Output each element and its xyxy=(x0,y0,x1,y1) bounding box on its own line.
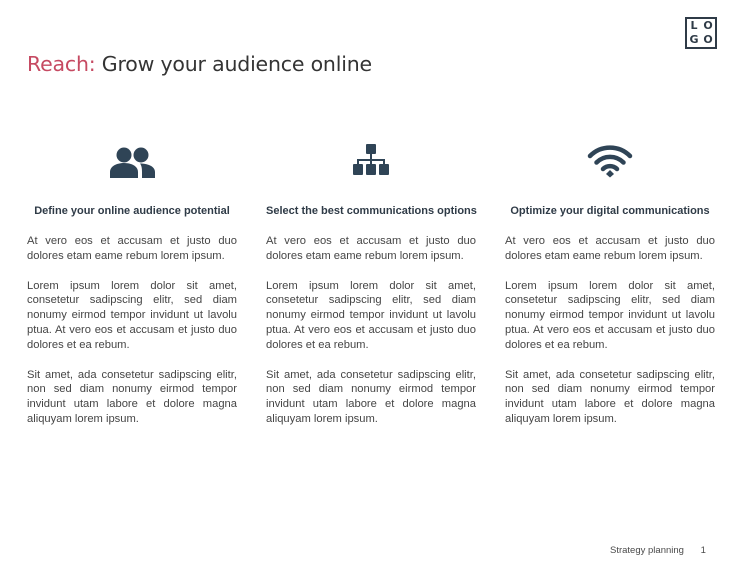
logo-letter: G xyxy=(689,33,699,46)
column-heading: Optimize your digital communications xyxy=(510,205,710,217)
hierarchy-icon xyxy=(266,138,476,182)
page-title xyxy=(27,52,372,76)
column-paragraph: At vero eos et accusam et justo duo dolores etam eame rebum lorem ipsum. xyxy=(266,235,476,262)
logo-letter: O xyxy=(703,33,713,46)
footer-label: Strategy planning xyxy=(610,545,684,556)
column-audience xyxy=(27,138,237,427)
column-heading: Define your online audience potential xyxy=(34,205,230,217)
people-icon xyxy=(27,138,237,182)
column-paragraph: At vero eos et accusam et justo duo dolores etam eame rebum lorem ipsum. xyxy=(27,235,237,262)
column-heading: Select the best communications options xyxy=(266,205,477,217)
logo-letter: L xyxy=(690,19,698,32)
column-paragraph: Sit amet, ada consetetur sadipscing elitr, non sed diam nonumy eirmod tempor invidunt utam labore et dolore magna aliquyam lorem ipsum. xyxy=(505,368,715,425)
footer xyxy=(610,545,706,556)
title-accent: Reach: xyxy=(27,52,96,76)
column-paragraph: Lorem ipsum lorem dolor sit amet, consetetur sadipscing elitr, sed diam nonumy eirmod tempor invidunt ut lavolu ptua. At vero eos et accusam et justo duo dolores et ea rebum. xyxy=(27,279,237,351)
title-main: Grow your audience online xyxy=(101,52,372,76)
column-communications xyxy=(266,138,476,427)
column-paragraph: At vero eos et accusam et justo duo dolores etam eame rebum lorem ipsum. xyxy=(505,235,715,262)
logo-letter: O xyxy=(703,19,713,32)
wifi-icon xyxy=(505,138,715,182)
column-paragraph: Sit amet, ada consetetur sadipscing elitr, non sed diam nonumy eirmod tempor invidunt utam labore et dolore magna aliquyam lorem ipsum. xyxy=(266,368,476,425)
logo xyxy=(685,17,717,49)
page-number: 1 xyxy=(700,545,706,556)
column-digital xyxy=(505,138,715,427)
column-paragraph: Sit amet, ada consetetur sadipscing elitr, non sed diam nonumy eirmod tempor invidunt utam labore et dolore magna aliquyam lorem ipsum. xyxy=(27,368,237,425)
column-paragraph: Lorem ipsum lorem dolor sit amet, consetetur sadipscing elitr, sed diam nonumy eirmod tempor invidunt ut lavolu ptua. At vero eos et accusam et justo duo dolores et ea rebum. xyxy=(266,279,476,351)
column-paragraph: Lorem ipsum lorem dolor sit amet, consetetur sadipscing elitr, sed diam nonumy eirmod tempor invidunt ut lavolu ptua. At vero eos et accusam et justo duo dolores et ea rebum. xyxy=(505,279,715,351)
